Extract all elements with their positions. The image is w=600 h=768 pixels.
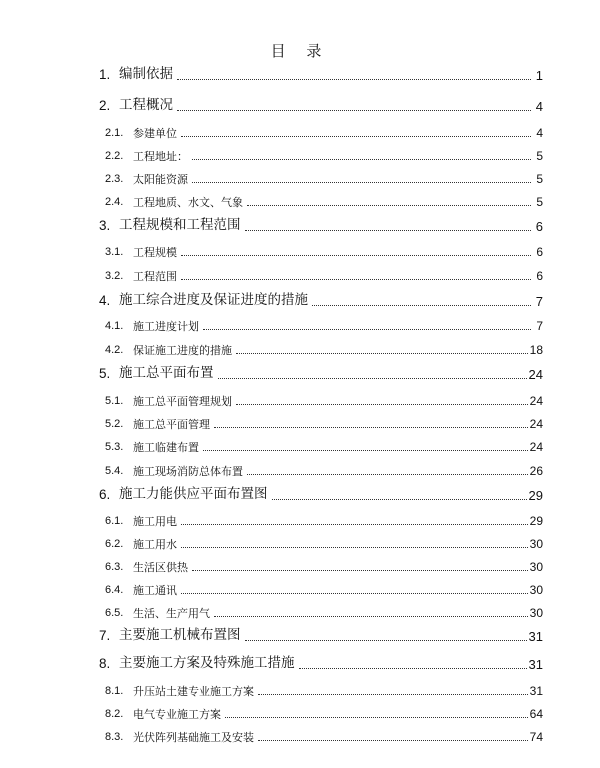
toc-entry-page: 5 [536, 172, 543, 186]
dot-leader [203, 450, 528, 451]
toc-entry-number: 2.3. [105, 173, 124, 185]
toc-entry [99, 68, 543, 82]
toc-title: 目 录 [270, 42, 330, 60]
toc-entry-label: 施工总平面管理规划 [133, 395, 232, 408]
toc-entry [105, 607, 543, 619]
toc-entry-label: 生活、生产用气 [133, 607, 210, 620]
toc-entry [99, 367, 543, 381]
dot-leader [218, 378, 527, 379]
toc-entry [105, 538, 543, 550]
toc-entry-number: 4.2. [105, 344, 124, 356]
toc-entry-number: 4.1. [105, 320, 124, 332]
dot-leader [236, 353, 528, 354]
toc-entry-page: 26 [529, 464, 543, 478]
toc-entry-number: 8.1. [105, 685, 124, 697]
toc-entry [105, 441, 543, 453]
toc-entry [105, 127, 543, 139]
toc-entry-label: 施工现场消防总体布置 [133, 465, 243, 478]
dot-leader [192, 159, 531, 160]
toc-entry-number: 3.1. [105, 246, 124, 258]
toc-entry [99, 488, 543, 502]
toc-entry-number: 4. [99, 293, 111, 308]
toc-entry-page: 6 [536, 269, 543, 283]
toc-entry-page: 29 [529, 514, 543, 528]
toc-entry-number: 8.3. [105, 731, 124, 743]
dot-leader [272, 499, 527, 500]
toc-entry-label: 施工力能供应平面布置图 [119, 486, 268, 502]
toc-entry-label: 主要施工方案及特殊施工措施 [119, 655, 295, 671]
toc-entry-label: 工程地址： [133, 150, 188, 163]
dot-leader [214, 427, 528, 428]
toc-entry-label: 太阳能资源 [133, 173, 188, 186]
dot-leader [177, 110, 531, 111]
dot-leader [181, 593, 528, 594]
toc-entry-label: 施工用电 [133, 515, 177, 528]
dot-leader [192, 570, 528, 571]
dot-leader [177, 79, 531, 80]
toc-entry-page: 30 [529, 537, 543, 551]
toc-entry [105, 731, 543, 743]
toc-entry-number: 5.4. [105, 465, 124, 477]
toc-entry [105, 561, 543, 573]
dot-leader [247, 474, 528, 475]
dot-leader [225, 717, 528, 718]
dot-leader [192, 182, 531, 183]
dot-leader [203, 329, 531, 330]
toc-entry [105, 465, 543, 477]
toc-entry-number: 5. [99, 366, 111, 381]
toc-entry [99, 99, 543, 113]
toc-entry [105, 685, 543, 697]
toc-entry [105, 584, 543, 596]
toc-entry-page: 7 [536, 319, 543, 333]
toc-entry-page: 31 [528, 656, 543, 672]
dot-leader [312, 305, 531, 306]
toc-entry-number: 8.2. [105, 708, 124, 720]
toc-entry-number: 2.1. [105, 127, 124, 139]
toc-entry-label: 参建单位 [133, 127, 177, 140]
toc-entry-label: 电气专业施工方案 [133, 708, 221, 721]
toc-entry-label: 工程范围 [133, 270, 177, 283]
dot-leader [181, 136, 531, 137]
toc-entry-page: 29 [528, 487, 543, 503]
dot-leader [258, 694, 528, 695]
toc-entry-page: 30 [529, 583, 543, 597]
toc-entry-number: 2.4. [105, 196, 124, 208]
toc-entry-page: 30 [529, 606, 543, 620]
toc-entry-label: 施工临建布置 [133, 441, 199, 454]
toc-entry-label: 施工通讯 [133, 584, 177, 597]
toc-entry [105, 395, 543, 407]
dot-leader [181, 547, 528, 548]
toc-entry-number: 6. [99, 487, 111, 502]
toc-entry-page: 30 [529, 560, 543, 574]
dot-leader [236, 404, 528, 405]
toc-entry [105, 708, 543, 720]
toc-entry-number: 3.2. [105, 270, 124, 282]
toc-entry [99, 629, 543, 643]
toc-entry-label: 升压站土建专业施工方案 [133, 685, 254, 698]
toc-entry-number: 2.2. [105, 150, 124, 162]
toc-entry-label: 施工总平面布置 [119, 365, 214, 381]
toc-entry-number: 7. [99, 628, 111, 643]
toc-entry-label: 施工综合进度及保证进度的措施 [119, 292, 308, 308]
toc-entry [105, 270, 543, 282]
toc-entry-page: 31 [529, 684, 543, 698]
dot-leader [245, 640, 527, 641]
toc-entry-label: 施工用水 [133, 538, 177, 551]
toc-entry-page: 4 [536, 126, 543, 140]
toc-entry [105, 515, 543, 527]
toc-entry [105, 344, 543, 356]
toc-entry [105, 150, 543, 162]
toc-entry [99, 219, 543, 233]
toc-entry-page: 24 [529, 394, 543, 408]
toc-entry-label: 工程概况 [119, 97, 173, 113]
toc-entry-page: 24 [529, 417, 543, 431]
toc-entry-number: 1. [99, 67, 111, 82]
toc-entry-number: 5.3. [105, 441, 124, 453]
dot-leader [299, 668, 527, 669]
toc-entry-page: 24 [529, 440, 543, 454]
toc-entry-number: 6.5. [105, 607, 124, 619]
toc-entry [105, 418, 543, 430]
dot-leader [181, 255, 531, 256]
toc-entry [99, 657, 543, 671]
toc-entry-page: 7 [535, 293, 543, 309]
toc-entry-number: 3. [99, 218, 111, 233]
toc-entry-page: 74 [529, 730, 543, 744]
toc-entry-label: 工程规模 [133, 246, 177, 259]
toc-entry-label: 保证施工进度的措施 [133, 344, 232, 357]
dot-leader [258, 740, 528, 741]
dot-leader [247, 205, 531, 206]
toc-entry-page: 24 [528, 366, 543, 382]
dot-leader [214, 616, 528, 617]
dot-leader [181, 279, 531, 280]
toc-entry-page: 5 [536, 195, 543, 209]
toc-entry-number: 2. [99, 98, 111, 113]
toc-entry [99, 294, 543, 308]
toc-entry [105, 246, 543, 258]
toc-entry-page: 6 [536, 245, 543, 259]
toc-entry [105, 173, 543, 185]
toc-entry-page: 31 [528, 628, 543, 644]
toc-entry-number: 5.2. [105, 418, 124, 430]
toc-entry-label: 施工进度计划 [133, 320, 199, 333]
toc-entry-label: 编制依据 [119, 66, 173, 82]
toc-entry [105, 196, 543, 208]
toc-entry-page: 4 [535, 98, 543, 114]
dot-leader [245, 230, 532, 231]
toc-entry-number: 6.2. [105, 538, 124, 550]
toc-entry-label: 施工总平面管理 [133, 418, 210, 431]
toc-entry-number: 6.4. [105, 584, 124, 596]
toc-entry-page: 5 [536, 149, 543, 163]
toc-entry-label: 生活区供热 [133, 561, 188, 574]
toc-entry-number: 5.1. [105, 395, 124, 407]
toc-entry-page: 6 [535, 218, 543, 234]
toc-entry-page: 1 [535, 67, 543, 83]
dot-leader [181, 524, 528, 525]
toc-entry-number: 6.3. [105, 561, 124, 573]
toc-entry [105, 320, 543, 332]
toc-entry-label: 主要施工机械布置图 [119, 627, 241, 643]
toc-entry-label: 工程规模和工程范围 [119, 217, 241, 233]
toc-entry-page: 18 [529, 343, 543, 357]
toc-entry-label: 光伏阵列基础施工及安装 [133, 731, 254, 744]
toc-entry-number: 6.1. [105, 515, 124, 527]
toc-entry-label: 工程地质、水文、气象 [133, 196, 243, 209]
toc-entry-page: 64 [529, 707, 543, 721]
toc-entry-number: 8. [99, 656, 111, 671]
